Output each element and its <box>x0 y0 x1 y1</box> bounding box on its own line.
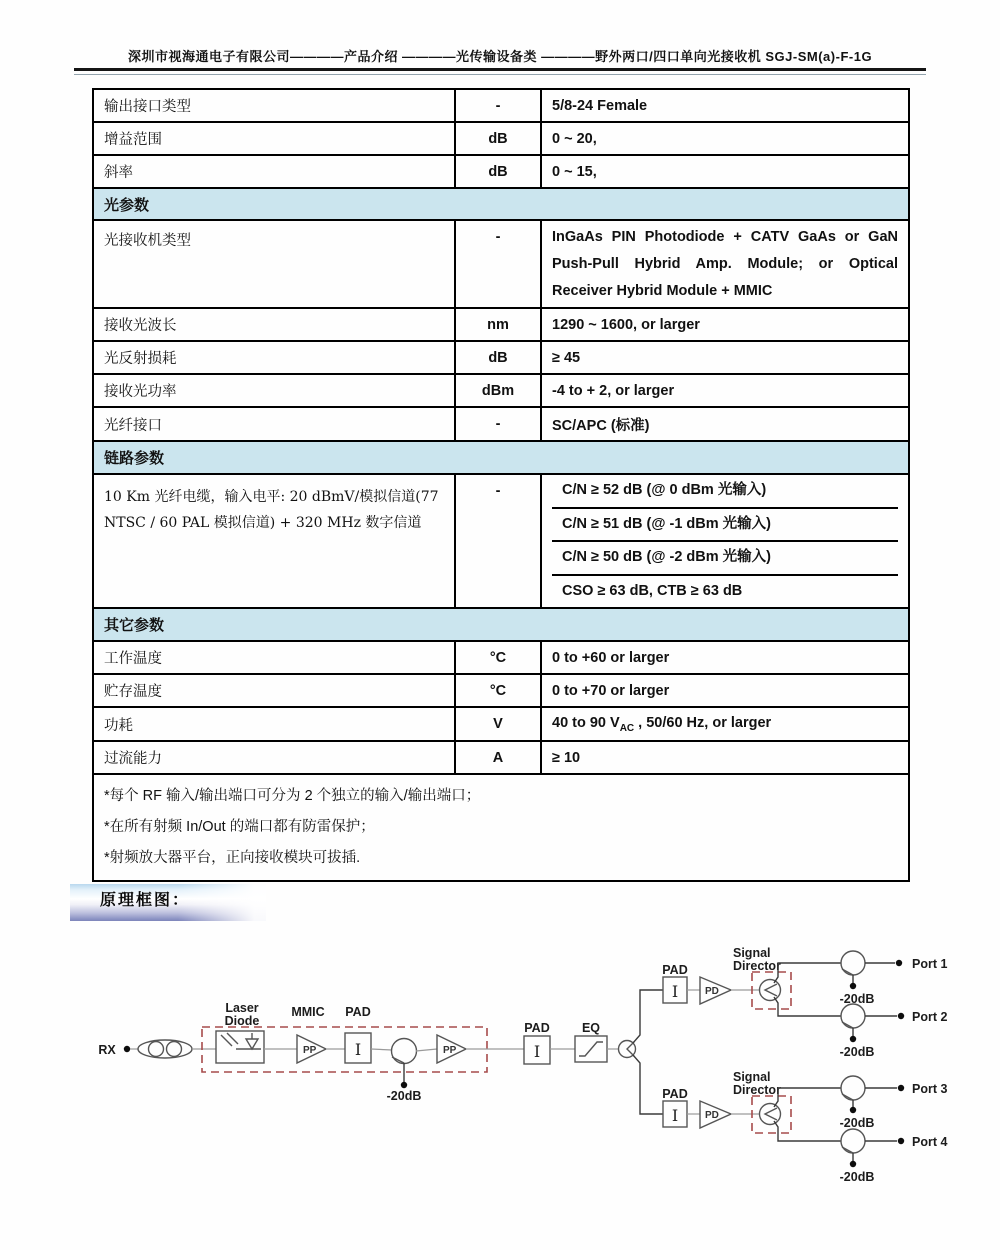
value-cell: 5/8-24 Female <box>541 89 909 122</box>
value-cell: -4 to + 2, or larger <box>541 374 909 407</box>
param-cell: 增益范围 <box>93 122 455 155</box>
amplifier-icon <box>297 1035 326 1063</box>
tap-label: -20dB <box>839 992 875 1006</box>
unit-cell: °C <box>455 641 541 674</box>
unit-cell: dB <box>455 122 541 155</box>
pad-label: PAD <box>662 963 688 977</box>
footnote: *每个 RF 输入/输出端口可分为 2 个独立的输入/输出端口； <box>104 788 481 804</box>
param-cell: 光反射损耗 <box>93 341 455 374</box>
param-cell: 斜率 <box>93 155 455 188</box>
port-label: Port 3 <box>912 1082 948 1096</box>
tap-coupler-icon <box>841 1004 865 1042</box>
header-rule <box>74 68 926 71</box>
value-cell: ≥ 10 <box>541 741 909 774</box>
attenuator-glyph: I <box>671 1106 679 1125</box>
signal-director-label: Director <box>733 959 781 973</box>
attenuator-icon <box>663 1101 687 1127</box>
footnote: *在所有射频 In/Out 的端口都有防雷保护； <box>104 819 375 835</box>
param-cell: 功耗 <box>93 707 455 741</box>
value-cell: 1290 ~ 1600, or larger <box>541 308 909 341</box>
attenuator-icon <box>524 1036 550 1064</box>
value-cell <box>541 707 909 741</box>
pad-label: PAD <box>662 1087 688 1101</box>
table-row <box>93 122 909 155</box>
signal-director-label: Signal <box>733 1070 771 1084</box>
pp-label: PP <box>443 1045 457 1056</box>
amplifier-icon <box>437 1035 466 1063</box>
link-value: CSO ≥ 63 dB, CTB ≥ 63 dB <box>552 574 898 608</box>
table-row <box>93 155 909 188</box>
value-cell: SC/APC (标准) <box>541 407 909 441</box>
value-cell-group <box>541 474 909 608</box>
unit-cell: - <box>455 407 541 441</box>
unit-cell: A <box>455 741 541 774</box>
rx-node-dot <box>124 1046 130 1052</box>
param-cell: 光接收机类型 <box>93 220 455 308</box>
table-row <box>93 674 909 707</box>
footnote: *射频放大器平台，正向接收模块可拔插. <box>104 850 361 866</box>
photodetector-amp-icon <box>700 1101 731 1128</box>
value-subscript: AC <box>619 722 635 734</box>
table-row <box>93 341 909 374</box>
param-cell: 输出接口类型 <box>93 89 455 122</box>
pad-label: PAD <box>345 1005 371 1019</box>
tap-label: -20dB <box>386 1089 422 1103</box>
pd-label: PD <box>705 986 719 997</box>
unit-cell: dBm <box>455 374 541 407</box>
link-value: C/N ≥ 50 dB (@ -2 dBm 光输入) <box>552 540 898 574</box>
pp-label: PP <box>303 1045 317 1056</box>
tap-coupler-icon <box>841 1129 865 1167</box>
value-cell: 0 to +70 or larger <box>541 674 909 707</box>
attenuator-icon <box>663 977 687 1003</box>
param-cell: 工作温度 <box>93 641 455 674</box>
section-row-link <box>93 441 909 474</box>
value-part: 40 to 90 V <box>552 714 620 731</box>
port-node-dot <box>898 1138 904 1144</box>
header-rule-shadow <box>74 74 926 75</box>
spec-table <box>92 88 910 882</box>
unit-cell: dB <box>455 341 541 374</box>
tap-coupler-icon <box>841 1076 865 1113</box>
attenuator-icon <box>345 1033 371 1063</box>
laser-diode-label: Diode <box>224 1014 260 1028</box>
value-cell: 0 to +60 or larger <box>541 641 909 674</box>
value-part: , 50/60 Hz, or larger <box>634 714 772 731</box>
port-node-dot <box>898 1085 904 1091</box>
tap-label: -20dB <box>839 1170 875 1184</box>
section-row-other <box>93 608 909 641</box>
banner-title: 原理框图： <box>100 892 191 909</box>
rx-label: RX <box>98 1043 116 1057</box>
port-node-dot <box>896 960 902 966</box>
photodetector-amp-icon <box>700 977 731 1004</box>
eq-label: EQ <box>581 1021 601 1035</box>
value-cell: InGaAs PIN Photodiode + CATV GaAs or GaN Push-Pull Hybrid Amp. Module; or Optical Receiver Hybrid Module + MMIC <box>541 220 909 308</box>
unit-cell: V <box>455 707 541 741</box>
mmic-label: MMIC <box>291 1005 325 1019</box>
link-value: C/N ≥ 52 dB (@ 0 dBm 光输入) <box>562 482 767 498</box>
table-row <box>93 308 909 341</box>
value-cell: 0 ~ 20, <box>541 122 909 155</box>
footnotes-row <box>93 774 909 881</box>
section-row-optical <box>93 188 909 220</box>
table-row <box>93 374 909 407</box>
table-row <box>93 407 909 441</box>
unit-cell: - <box>455 89 541 122</box>
pd-label: PD <box>705 1110 719 1121</box>
tap-label: -20dB <box>839 1116 875 1130</box>
unit-cell: - <box>455 220 541 308</box>
section-title: 其它参数 <box>93 608 909 641</box>
tap-coupler-icon <box>841 951 865 989</box>
tap-label: -20dB <box>839 1045 875 1059</box>
pad-label: PAD <box>524 1021 550 1035</box>
fiber-connector-icon <box>138 1040 192 1058</box>
unit-cell: - <box>455 474 541 608</box>
block-diagram <box>0 930 1000 1210</box>
link-value: C/N ≥ 51 dB (@ -1 dBm 光输入) <box>552 507 898 541</box>
document-header: 深圳市视海通电子有限公司————产品介绍 ————光传输设备类 ————野外两口/四口单向光接收机 SGJ-SM(a)-F-1G <box>127 49 873 64</box>
block-diagram-banner <box>70 884 266 921</box>
param-cell: 接收光功率 <box>93 374 455 407</box>
attenuator-glyph: I <box>671 982 679 1001</box>
laser-diode-label: Laser <box>225 1001 259 1015</box>
splitter-icon <box>619 1041 636 1058</box>
tap-coupler-icon <box>392 1039 417 1089</box>
port-label: Port 4 <box>912 1135 948 1149</box>
equalizer-icon <box>575 1036 607 1062</box>
unit-cell: °C <box>455 674 541 707</box>
port-label: Port 2 <box>912 1010 948 1024</box>
table-row <box>93 641 909 674</box>
attenuator-glyph: I <box>533 1042 541 1061</box>
table-row <box>93 220 909 308</box>
table-row <box>93 89 909 122</box>
param-cell: 接收光波长 <box>93 308 455 341</box>
table-row <box>93 707 909 741</box>
param-cell: 10 Km 光纤电缆，输入电平: 20 dBmV/模拟信道(77 NTSC / 60 PAL 模拟信道) + 320 MHz 数字信道 <box>93 474 455 608</box>
value-cell: ≥ 45 <box>541 341 909 374</box>
signal-director-label: Signal <box>733 946 771 960</box>
value-cell: 0 ~ 15, <box>541 155 909 188</box>
signal-director-label: Director <box>733 1083 781 1097</box>
unit-cell: nm <box>455 308 541 341</box>
param-cell: 过流能力 <box>93 741 455 774</box>
table-row-link-params <box>93 474 909 608</box>
section-title: 链路参数 <box>93 441 909 474</box>
attenuator-glyph: I <box>354 1040 362 1059</box>
port-node-dot <box>898 1013 904 1019</box>
param-cell: 贮存温度 <box>93 674 455 707</box>
section-title: 光参数 <box>93 188 909 220</box>
footnotes-cell <box>93 774 909 881</box>
port-label: Port 1 <box>912 957 948 971</box>
param-cell: 光纤接口 <box>93 407 455 441</box>
photodiode-icon <box>216 1031 264 1063</box>
table-row <box>93 741 909 774</box>
unit-cell: dB <box>455 155 541 188</box>
